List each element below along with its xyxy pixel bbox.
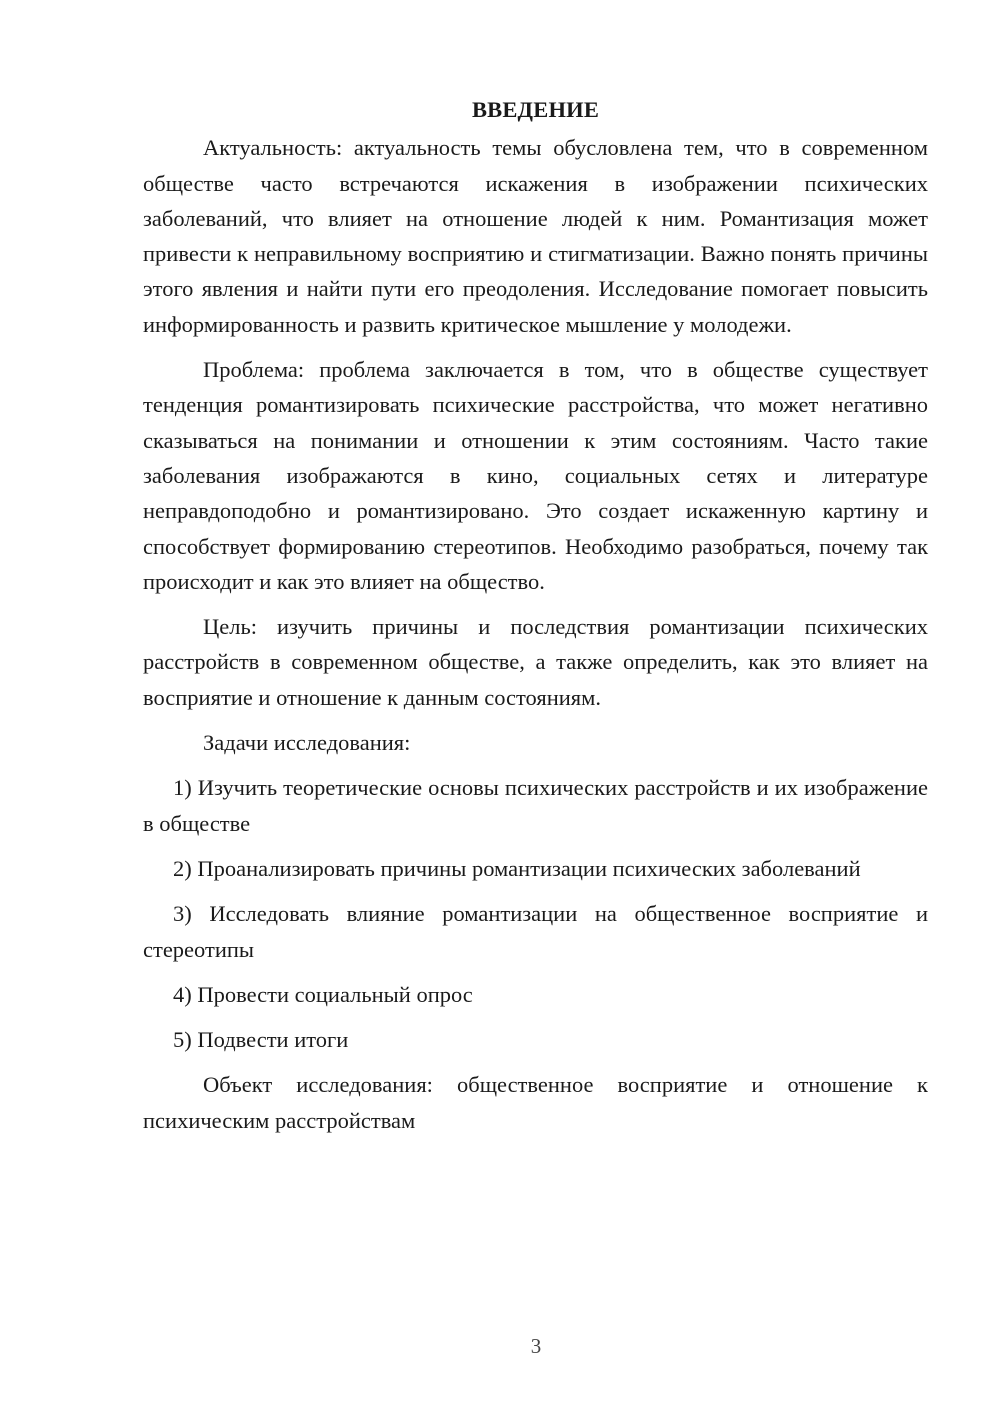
paragraph-object: Объект исследования: общественное восприятие и отношение к психическим расстройствам — [143, 1072, 928, 1133]
paragraph-goal: Цель: изучить причины и последствия романтизации психических расстройств в современном обществе, а также определить, как это влияет на восприятие и отношение к данным состояниям. — [143, 614, 928, 710]
task-item: 4) Провести социальный опрос — [173, 981, 473, 1007]
tasks-heading: Задачи исследования: — [203, 730, 411, 756]
task-item: 5) Подвести итоги — [173, 1027, 349, 1053]
task-item: 2) Проанализировать причины романтизации психических заболеваний — [173, 855, 861, 881]
paragraph-problem: Проблема: проблема заключается в том, что в обществе существует тенденция романтизировать психические расстройства, что может негативно сказываться на понимании и отношении к этим состояниям. Часто такие заболевания изображаются в кино, социальных сетях и литературе неправдоподобно и романтизировано. Это создает искаженную картину и способствует формированию стереотипов. Необходимо разобраться, почему так происходит и как это влияет на общество. — [143, 357, 928, 594]
page-number: 3 — [530, 1334, 542, 1358]
task-item: 1) Изучить теоретические основы психических расстройств и их изображение в обществе — [143, 775, 928, 836]
document-page — [143, 92, 928, 1148]
page-title: ВВЕДЕНИЕ — [471, 97, 600, 122]
task-item: 3) Исследовать влияние романтизации на общественное восприятие и стереотипы — [143, 901, 928, 962]
paragraph-relevance: Актуальность: актуальность темы обусловлена тем, что в современном обществе часто встречаются искажения в изображении психических заболеваний, что влияет на отношение людей к ним. Романтизация может привести к неправильному восприятию и стигматизации. Важно понять причины этого явления и найти пути его преодоления. Исследование помогает повысить информированность и развить критическое мышление у молодежи. — [143, 135, 928, 337]
